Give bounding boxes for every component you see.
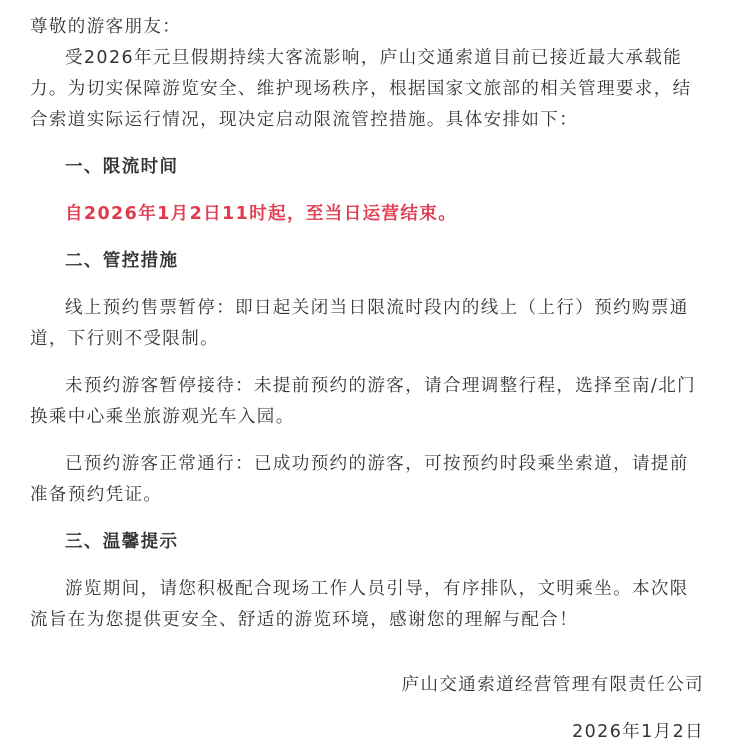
section-heading-control-measures: 二、管控措施 <box>65 251 179 271</box>
measure-online-booking <box>30 293 716 355</box>
tip-line: 流旨在为您提供更安全、舒适的游览环境，感谢您的理解与配合！ <box>30 610 579 630</box>
intro-line: 合索道实际运行情况，现决定启动限流管控措施。具体安排如下： <box>30 110 579 130</box>
measure-line: 换乘中心乘坐旅游观光车入园。 <box>30 407 295 427</box>
salutation: 尊敬的游客朋友： <box>30 17 182 37</box>
section-heading-limit-time: 一、限流时间 <box>65 157 179 177</box>
notice-document <box>30 0 716 748</box>
measure-line: 道，下行则不受限制。 <box>30 329 219 349</box>
measure-line: 未预约游客暂停接待：未提前预约的游客，请合理调整行程，选择至南/北门 <box>65 376 696 396</box>
limit-time-highlight: 自2026年1月2日11时起，至当日运营结束。 <box>65 204 458 224</box>
measure-booked-visitors <box>30 449 716 511</box>
measure-line: 线上预约售票暂停：即日起关闭当日限流时段内的线上（上行）预约购票通 <box>65 298 689 318</box>
tip-line: 游览期间，请您积极配合现场工作人员引导，有序排队，文明乘坐。本次限 <box>65 579 689 599</box>
section-heading-tips: 三、温馨提示 <box>65 532 179 552</box>
intro-line: 受2026年元旦假期持续大客流影响，庐山交通索道目前已接近最大承载能 <box>65 48 683 68</box>
tips-paragraph <box>30 574 716 636</box>
signature: 庐山交通索道经营管理有限责任公司 <box>401 675 704 695</box>
measure-line: 准备预约凭证。 <box>30 485 163 505</box>
notice-date: 2026年1月2日 <box>572 722 704 742</box>
intro-paragraph <box>30 43 716 136</box>
measure-line: 已预约游客正常通行：已成功预约的游客，可按预约时段乘坐索道，请提前 <box>65 454 689 474</box>
measure-unbooked-visitors <box>30 371 716 433</box>
intro-line: 力。为切实保障游览安全、维护现场秩序，根据国家文旅部的相关管理要求，结 <box>30 79 692 99</box>
